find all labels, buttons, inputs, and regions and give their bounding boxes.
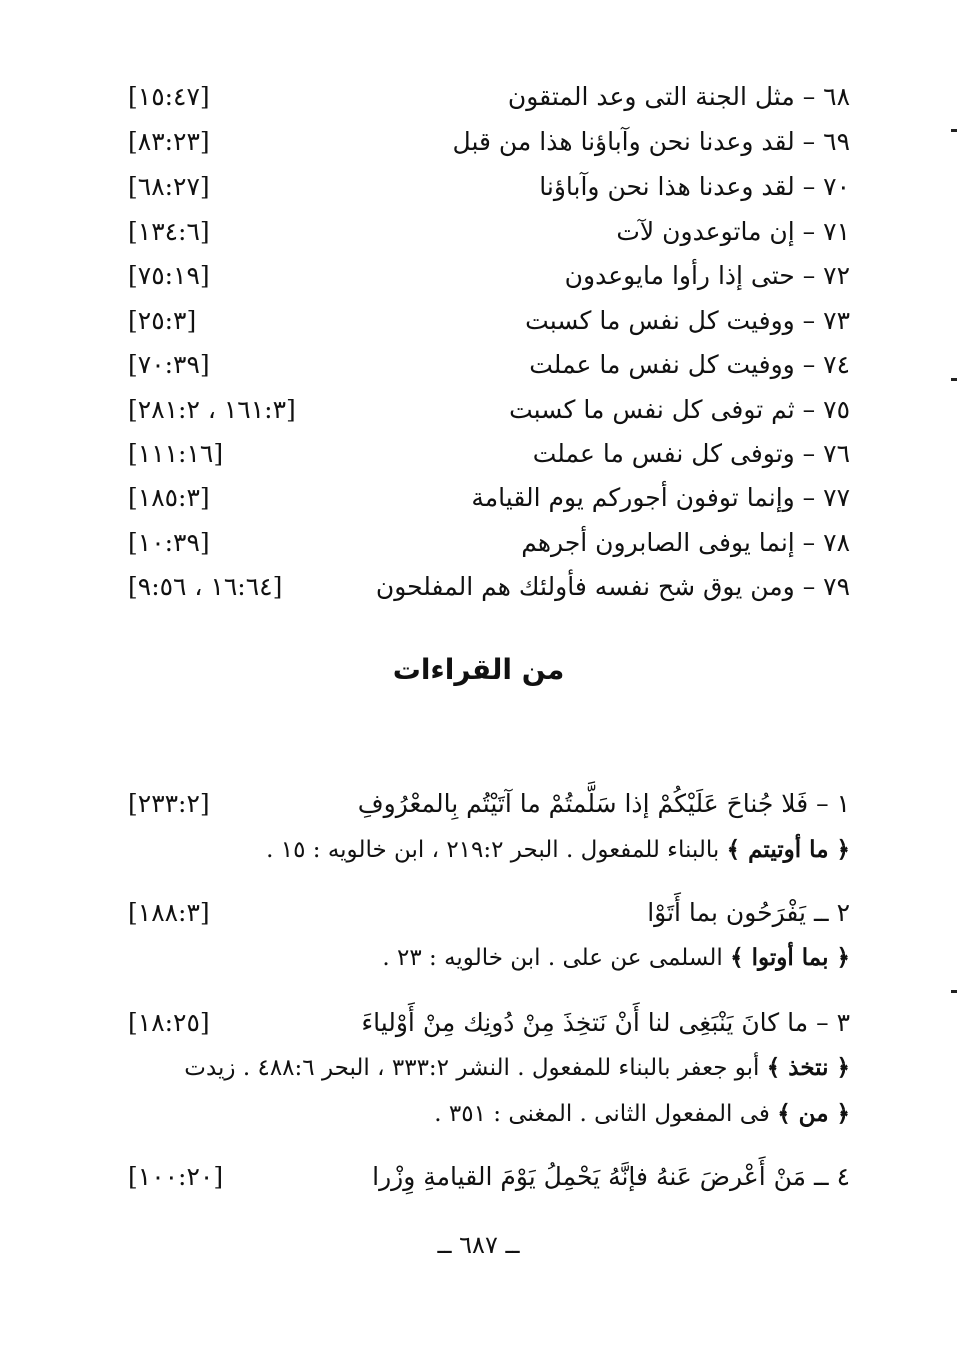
entry-reference: [٢٥:٣]	[128, 306, 197, 335]
entry-text: ٧٨ – إنما يوفى الصابرون أجرهم	[521, 528, 850, 557]
reading-note	[128, 1096, 850, 1132]
reading-reference: [٢٣٣:٢]	[128, 789, 210, 818]
scan-edge-mark	[951, 129, 957, 132]
entry-row	[128, 480, 850, 516]
reading-note-text: فى المفعول الثانى . المغنى : ٣٥١ .	[434, 1101, 778, 1127]
entry-reference: [١٨٥:٣]	[128, 483, 210, 512]
reading-reference: [١٨:٢٥]	[128, 1008, 210, 1037]
scan-edge-mark	[951, 990, 957, 993]
reading-note-word: ﴿ ما أوتيتم ﴾	[726, 836, 850, 863]
reading-row	[128, 786, 850, 822]
entry-row	[128, 569, 850, 605]
entry-text: ٧١ – إن ماتوعدون لآت	[616, 217, 850, 246]
entry-row	[128, 392, 850, 428]
scan-edge-mark	[951, 378, 957, 381]
reading-reference: [١٨٨:٣]	[128, 898, 210, 927]
entry-text: ٧٤ – ووفيت كل نفس ما عملت	[529, 350, 850, 379]
reading-text: ١ – فَلا جُناحَ عَلَيْكُمْ إذا سَلَّمتُمْ ما آتَيْتُم بِالمعْرُوفِ	[357, 789, 850, 818]
entry-text: ٦٩ – لقد وعدنا نحن وآباؤنا هذا من قبل	[452, 127, 850, 156]
entry-row	[128, 169, 850, 205]
entry-text: ٧٩ – ومن يوق شح نفسه فأولئك هم المفلحون	[375, 572, 850, 601]
reading-note	[128, 940, 850, 976]
reading-row	[128, 895, 850, 931]
reading-note-text: بالبناء للمفعول . البحر ٢١٩:٢ ، ابن خالويه : ١٥ .	[266, 837, 727, 863]
entry-reference: [١٠:٣٩]	[128, 528, 210, 557]
reading-row	[128, 1159, 850, 1195]
reading-reference: [١٠٠:٢٠]	[128, 1162, 224, 1191]
entry-reference: [٦٨:٢٧]	[128, 172, 210, 201]
reading-note-word: ﴿ نتخذ ﴾	[766, 1054, 850, 1081]
entry-text: ٧٦ – وتوفى كل نفس ما عملت	[532, 439, 850, 468]
entry-row	[128, 214, 850, 250]
entry-reference: [٧٥:١٩]	[128, 261, 210, 290]
entry-row	[128, 347, 850, 383]
section-heading: من القراءات	[392, 653, 565, 686]
entry-text: ٧٥ – ثم توفى كل نفس ما كسبت	[509, 395, 850, 424]
reading-note-text: السلمى عن على . ابن خالويه : ٢٣ .	[382, 945, 731, 971]
entry-text: ٧٠ – لقد وعدنا هذا نحن وآباؤنا	[539, 172, 850, 201]
entry-text: ٧٧ – وإنما توفون أجوركم يوم القيامة	[471, 483, 850, 512]
reading-note-text: أبو جعفر بالبناء للمفعول . النشر ٣٣٣:٢ ، البحر ٤٨٨:٦ . زيدت	[184, 1055, 767, 1081]
reading-note-word: ﴿ بما أوتوا ﴾	[730, 944, 850, 971]
entry-row	[128, 124, 850, 160]
entry-text: ٦٨ – مثل الجنة التى وعد المتقون	[507, 82, 850, 111]
reading-text: ٢ ــ يَفْرَحُون بما أَتَوْا	[647, 898, 850, 927]
entry-reference: [١٦١:٣ ، ٢٨١:٢]	[128, 395, 296, 424]
reading-note	[128, 1050, 850, 1086]
reading-row	[128, 1005, 850, 1041]
entry-reference: [٧٠:٣٩]	[128, 350, 210, 379]
page-number: ــ ٦٨٧ ــ	[437, 1231, 520, 1259]
entry-row	[128, 79, 850, 115]
reading-text: ٣ – ما كانَ يَنْبَغِى لنا أَنْ نَتخِذَ مِنْ دُونِك مِنْ أَوْلياءَ	[361, 1008, 850, 1037]
entry-row	[128, 525, 850, 561]
entry-reference: [١٥:٤٧]	[128, 82, 210, 111]
reading-note	[128, 832, 850, 868]
entry-text: ٧٣ – ووفيت كل نفس ما كسبت	[525, 306, 850, 335]
entry-row	[128, 436, 850, 472]
entry-row	[128, 303, 850, 339]
reading-text: ٤ ــ مَنْ أَعْرضَ عَنهُ فإنَّهُ يَحْمِلُ يَوْمَ القيامةِ وِزْرا	[372, 1162, 850, 1191]
entry-reference: [١٦:٦٤ ، ٩:٥٦]	[128, 572, 283, 601]
entry-row	[128, 258, 850, 294]
entry-reference: [١١١:١٦]	[128, 439, 224, 468]
entry-reference: [١٣٤:٦]	[128, 217, 210, 246]
entry-reference: [٨٣:٢٣]	[128, 127, 210, 156]
entry-text: ٧٢ – حتى إذا رأوا مايوعدون	[564, 261, 850, 290]
reading-note-word: ﴿ من ﴾	[777, 1100, 850, 1127]
